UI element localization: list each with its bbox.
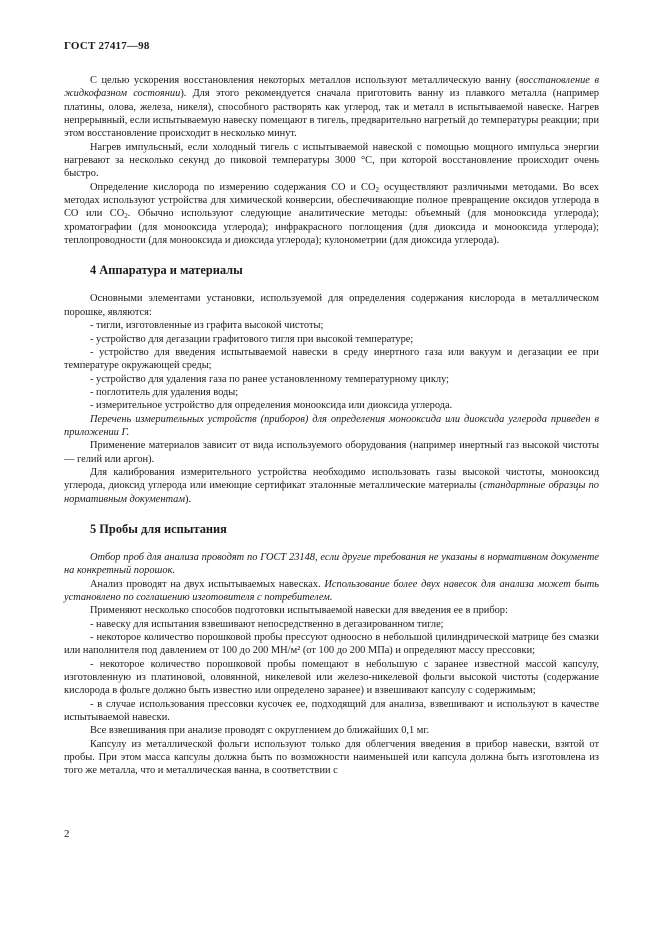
section-5-paragraph-4: Капсулу из металлической фольги используют только для облегчения введения в прибор навески, взятой от пробы. При этом масса капсулы должна быть по возможности наименьшей или капсула должна быть изготовлена из того же металла, что и металлическая ванна, в соответствии с (64, 738, 599, 777)
list-item: - устройство для удаления газа по ранее установленному температурному циклу; (90, 373, 450, 385)
section-4-paragraph-3: Для калибрования измерительного устройства необходимо использовать газы высокой чистоты, монооксид углерода, диоксид углерода или имеющие сертификат эталонные металлические материалы (стандартные образцы по нормативным документам). (64, 466, 599, 505)
section-5-italic-note: Отбор проб для анализа проводят по ГОСТ 23148, если другие требования не указаны в нормативном документе на конкретный порошок. (64, 551, 599, 577)
document-header: ГОСТ 27417—98 (64, 40, 150, 52)
section-4-heading: 4 Аппаратура и материалы (90, 263, 243, 278)
section-5-paragraph-1: Анализ проводят на двух испытываемых навесках. Использование более двух навесок для анализа может быть установлено по соглашению изготовителя с потребителем. (64, 578, 599, 603)
list-item: - измерительное устройство для определения монооксида или диоксида углерода. (90, 400, 453, 412)
list-item: - навеску для испытания взвешивают непосредственно в дегазированном тигле; (90, 618, 444, 630)
list-item: - некоторое количество порошковой пробы прессуют одноосно в небольшой цилиндрической матрице без смазки или наполнителя под давлением от 100 до 200 МН/м² (от 100 до 200 МПа) и определяют массу прессовки; (64, 632, 599, 657)
document-body (64, 74, 599, 778)
section-4-italic-note: Перечень измерительных устройств (приборов) для определения монооксида или диоксида углерода приведен в приложении Г. (64, 413, 599, 438)
list-item: - устройство для дегазации графитового тигля при высокой температуре; (90, 333, 414, 345)
section-4-paragraph-1: Основными элементами установки, используемой для определения содержания кислорода в металлическом порошке, являются: (64, 293, 599, 318)
intro-paragraph-1: С целью ускорения восстановления некоторых металлов используют металлическую ванну (восстановление в жидкофазном состоянии). Для этого рекомендуется сначала приготовить ванну из плавкого металла (например платины, олова, железа, никеля), способного растворять как углерод, так и металл в испытываемой навеске. Нагрев непрерывный, если испытываемую навеску помещают в тигель, предварительно нагретый до температуры реакции; при этом восстановление происходит в несколько минут. (64, 75, 600, 140)
section-5-heading: 5 Пробы для испытания (90, 521, 227, 536)
intro-paragraph-2: Нагрев импульсный, если холодный тигель с испытываемой навеской с помощью мощного импульса энергии нагревают за несколько секунд до пиковой температуры 3000 °С, при которой восстановление происходит очень быстро. (64, 141, 599, 180)
list-item: - в случае использования прессовки кусочек ее, подходящий для анализа, взвешивают и используют в качестве испытываемой навески. (64, 698, 599, 724)
list-item: - устройство для введения испытываемой навески в среду инертного газа или вакуум и дегазации ее при температуре окружающей среды; (64, 346, 599, 372)
section-4-paragraph-2: Применение материалов зависит от вида используемого оборудования (например инертный газ высокой чистоты — гелий или аргон). (64, 440, 599, 465)
list-item: - поглотитель для удаления воды; (90, 386, 239, 398)
page-number: 2 (64, 828, 70, 840)
list-item: - некоторое количество порошковой пробы помещают в небольшую с заранее известной массой капсулу, изготовленную из платиновой, оловянной, никелевой или железо-никелевой фольги высокой чистоты (содержание кислорода в фольге должно быть известно или определено заранее) и взвешивают капсулу с содержимым; (64, 658, 599, 697)
section-5-paragraph-2: Применяют несколько способов подготовки испытываемой навески для введения ее в прибор: (90, 605, 508, 617)
intro-paragraph-3: Определение кислорода по измерению содержания СО и $СО_2$ осуществляют различными методами. Во всех методах используют устройства для химической конверсии, обеспечивающие полное превращение оксидов углерода в СО или $СО_2$. Обычно используют следующие аналитические методы: объемный (для монооксида углерода); хроматографии (для монооксида углерода); инфракрасного поглощения (для диоксида и монооксида углерода); теплопроводности (для монооксида и диоксида углерода); кулонометрии (для диоксида углерода). (64, 181, 599, 247)
section-5-paragraph-3: Все взвешивания при анализе проводят с округлением до ближайших 0,1 мг. (90, 725, 430, 737)
list-item: - тигли, изготовленные из графита высокой чистоты; (90, 320, 324, 332)
